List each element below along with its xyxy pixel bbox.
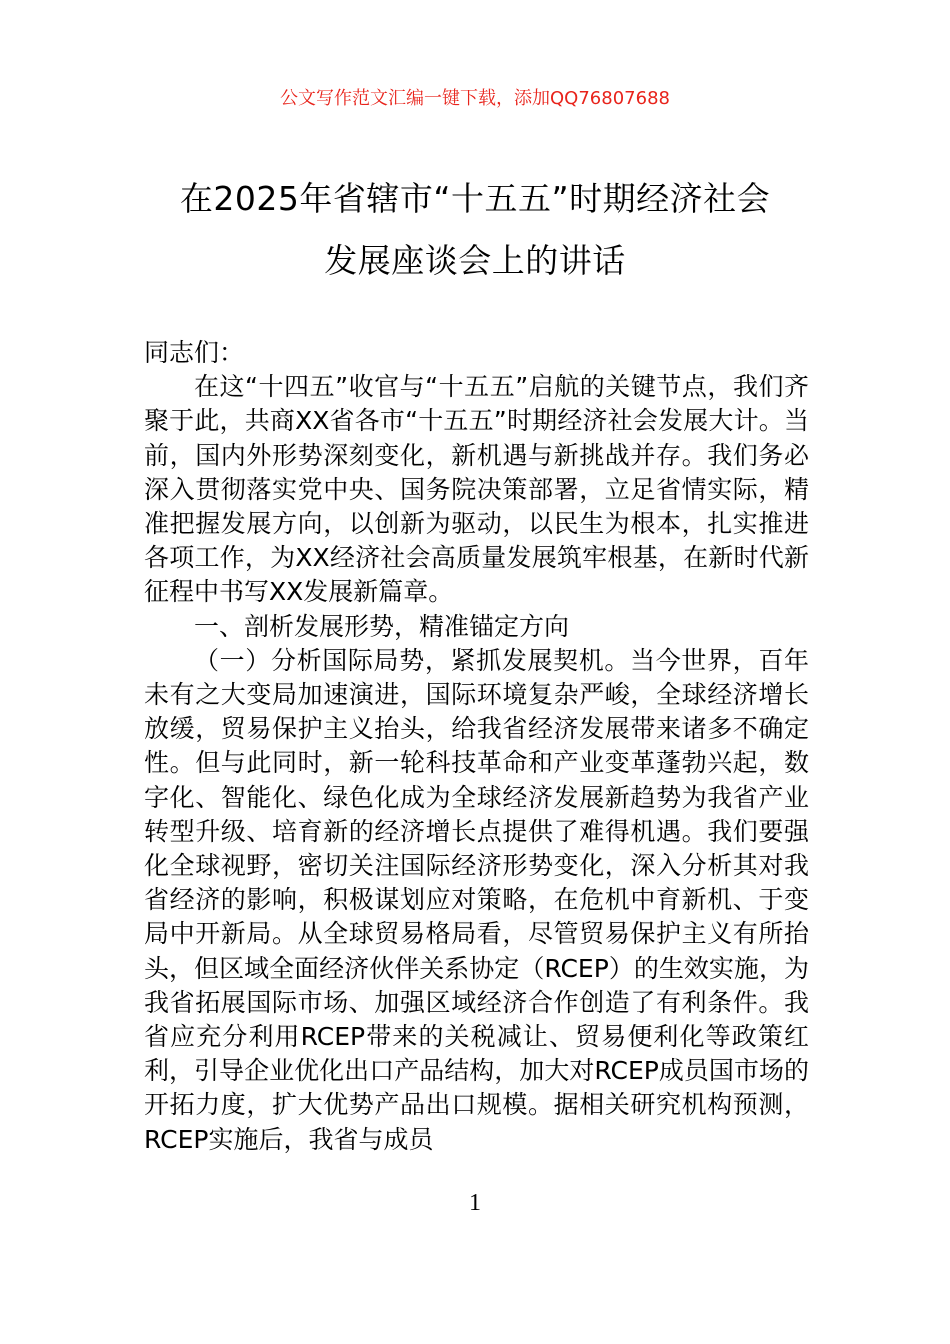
page-number: 1 (469, 1190, 481, 1216)
title-line-1: 在2025年省辖市“十五五”时期经济社会 (179, 179, 771, 218)
document-title (0, 168, 950, 292)
download-promo-note: 公文写作范文汇编一键下载，添加QQ76807688 (280, 88, 670, 109)
title-line-2: 发展座谈会上的讲话 (324, 241, 626, 280)
section-heading: 一、剖析发展形势，精准锚定方向 (194, 611, 570, 641)
document-body (144, 336, 809, 1157)
subsection-paragraph: （一）分析国际局势，紧抓发展契机。当今世界，百年未有之大变局加速演进，国际环境复杂严峻，全球经济增长放缓，贸易保护主义抬头，给我省经济发展带来诸多不确定性。但与此同时，新一轮科技革命和产业变革蓬勃兴起，数字化、智能化、绿色化成为全球经济发展新趋势为我省产业转型升级、培育新的经济增长点提供了难得机遇。我们要强化全球视野，密切关注国际经济形势变化，深入分析其对我省经济的影响，积极谋划应对策略，在危机中育新机、于变局中开新局。从全球贸易格局看，尽管贸易保护主义有所抬头，但区域全面经济伙伴关系协定（RCEP）的生效实施，为我省拓展国际市场、加强区域经济合作创造了有利条件。我省应充分利用RCEP带来的关税减让、贸易便利化等政策红利，引导企业优化出口产品结构，加大对RCEP成员国市场的开拓力度，扩大优势产品出口规模。据相关研究机构预测，RCEP实施后，我省与成员 (144, 645, 809, 1154)
intro-paragraph: 在这“十四五”收官与“十五五”启航的关键节点，我们齐聚于此，共商XX省各市“十五五”时期经济社会发展大计。当前，国内外形势深刻变化，新机遇与新挑战并存。我们务必深入贯彻落实党中央、国务院决策部署，立足省情实际，精准把握发展方向，以创新为驱动，以民生为根本，扎实推进各项工作，为XX经济社会高质量发展筑牢根基，在新时代新征程中书写XX发展新篇章。 (144, 372, 809, 607)
salutation: 同志们： (144, 338, 245, 367)
